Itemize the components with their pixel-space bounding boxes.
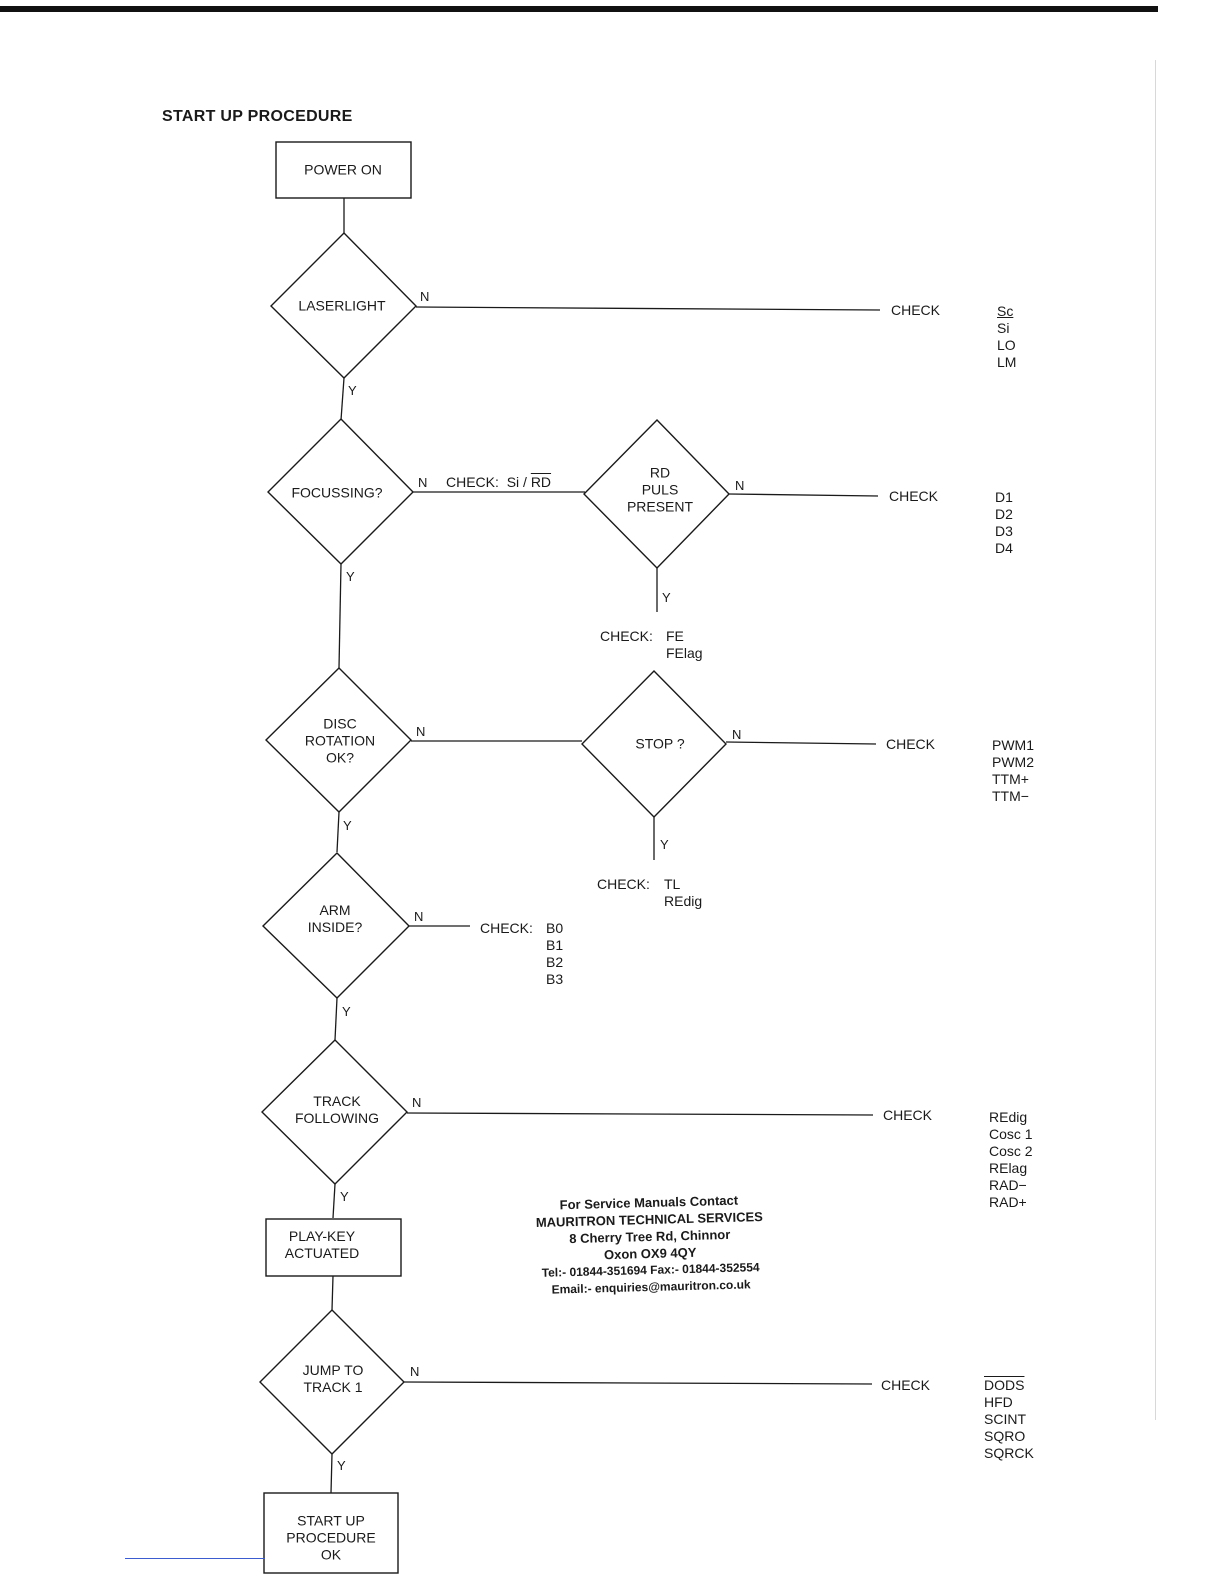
no-label: N	[735, 478, 745, 493]
contact-address: Oxon OX9 4QY	[603, 1244, 697, 1263]
rd-puls-line: RD	[649, 464, 671, 481]
contact-address: 8 Cherry Tree Rd, Chinnor	[569, 1226, 731, 1247]
check-item: B1	[546, 937, 564, 953]
check-item: Si	[997, 320, 1010, 336]
focus-check-separator: /	[523, 474, 527, 490]
stop-yes-check	[597, 876, 650, 892]
check-item: TTM−	[992, 788, 1029, 804]
connector-jump-no	[404, 1382, 872, 1384]
connector-jump-end	[331, 1454, 332, 1493]
check-label: CHECK	[881, 1377, 931, 1393]
check-item: TL	[664, 876, 681, 892]
jump-check-list	[984, 1377, 1034, 1462]
no-label: N	[420, 289, 430, 304]
play-key-line: ACTUATED	[284, 1245, 360, 1261]
check-item: Cosc 1	[989, 1126, 1033, 1142]
play-key-line: PLAY-KEY	[288, 1228, 356, 1244]
start-ok-label	[286, 1513, 375, 1564]
track-check-list	[989, 1109, 1033, 1211]
rd-yes-check	[600, 628, 653, 644]
focus-check-overbar-signal: $\overline{RD}$	[530, 474, 552, 490]
arm-inside-line: INSIDE?	[307, 919, 363, 935]
connector-laser-no	[416, 307, 880, 310]
jump-track-line: JUMP TO	[302, 1362, 364, 1378]
check-item: RAD−	[989, 1177, 1027, 1193]
check-item: DODS	[984, 1377, 1025, 1393]
check-item: RAD+	[989, 1194, 1027, 1210]
check-item: PWM1	[992, 737, 1034, 753]
yes-label: Y	[343, 818, 352, 833]
page-title: START UP PROCEDURE	[162, 108, 353, 125]
no-label: N	[416, 724, 426, 739]
focus-check-label	[446, 474, 551, 490]
disc-rotation-line: DISC	[323, 715, 357, 732]
yes-label: Y	[660, 837, 669, 852]
check-item: PWM2	[992, 754, 1034, 770]
connector-stop-no	[726, 742, 876, 744]
focus-check-signal: Si	[506, 474, 520, 490]
check-label: CHECK	[886, 736, 936, 752]
connector-play-jump	[332, 1276, 333, 1310]
stop-check-list	[992, 737, 1034, 805]
jump-track-line: TRACK 1	[303, 1379, 363, 1395]
stop-text: STOP ?	[635, 735, 685, 752]
arm-check	[480, 920, 533, 936]
check-label: CHECK	[883, 1107, 933, 1123]
track-following-line: TRACK	[313, 1093, 361, 1109]
yes-label: Y	[662, 590, 671, 605]
arm-inside-label	[308, 902, 362, 936]
check-label: CHECK	[891, 302, 941, 318]
check-prefix: CHECK:	[480, 920, 533, 936]
check-item: SQRCK	[984, 1445, 1034, 1461]
check-item: SQRO	[984, 1428, 1026, 1444]
yes-label: Y	[342, 1004, 351, 1019]
rd-puls-line: PULS	[641, 481, 679, 498]
yes-label: Y	[340, 1189, 349, 1204]
check-item: D2	[995, 506, 1013, 522]
service-contact-stamp	[535, 1191, 765, 1299]
laser-check-list	[997, 303, 1016, 371]
focussing-text: FOCUSSING?	[291, 484, 383, 501]
track-following-label	[295, 1093, 379, 1127]
check-item: Sc	[997, 303, 1014, 319]
connector-arm-track	[335, 998, 337, 1040]
connector-track-no	[407, 1113, 873, 1115]
check-item: D4	[995, 540, 1013, 556]
contact-line: For Service Manuals Contact	[559, 1192, 739, 1213]
play-key-label	[285, 1228, 359, 1262]
check-item: SCINT	[984, 1411, 1026, 1427]
check-item: HFD	[984, 1394, 1013, 1410]
check-item: Cosc 2	[989, 1143, 1033, 1159]
check-item: B0	[546, 920, 564, 936]
disc-rotation-line: OK?	[325, 749, 355, 766]
arm-inside-line: ARM	[319, 902, 351, 918]
contact-company: MAURITRON TECHNICAL SERVICES	[535, 1209, 764, 1230]
laserlight-text: LASERLIGHT	[298, 297, 386, 314]
stop-label	[635, 736, 684, 753]
check-item: FElag	[666, 645, 703, 661]
start-ok-line: PROCEDURE	[286, 1529, 376, 1546]
check-prefix: CHECK:	[446, 474, 499, 490]
connector-disc-arm	[337, 812, 339, 852]
arm-check-list	[546, 920, 563, 988]
rd-puls-label	[627, 465, 693, 516]
focussing-label	[291, 485, 382, 502]
check-item: B3	[546, 971, 564, 987]
disc-rotation-label	[305, 716, 375, 767]
no-label: N	[732, 727, 742, 742]
check-label: CHECK	[889, 488, 939, 504]
laserlight-label	[298, 298, 385, 315]
connector-laser-focus	[341, 378, 344, 420]
no-label: N	[410, 1364, 420, 1379]
rd-puls-line: PRESENT	[626, 498, 694, 515]
power-on-label	[304, 162, 382, 179]
connector-rd-no	[729, 494, 878, 496]
contact-phone: Tel:- 01844-351694 Fax:- 01844-352554	[541, 1260, 760, 1280]
track-following-line: FOLLOWING	[294, 1110, 380, 1126]
no-label: N	[418, 475, 428, 490]
check-item: REdig	[664, 893, 703, 909]
no-label: N	[412, 1095, 422, 1110]
connector-focus-disc	[339, 564, 341, 668]
check-item: LM	[997, 354, 1017, 370]
check-item: B2	[546, 954, 564, 970]
start-ok-line: START UP	[297, 1512, 365, 1529]
check-item: REdig	[989, 1109, 1028, 1125]
contact-email: Email:- enquiries@mauritron.co.uk	[551, 1277, 751, 1297]
footer-rule	[125, 1558, 265, 1559]
check-prefix: CHECK:	[600, 628, 653, 644]
start-ok-line: OK	[320, 1546, 342, 1563]
check-item: D3	[995, 523, 1013, 539]
rd-yes-check-list	[666, 628, 703, 662]
check-item: RElag	[989, 1160, 1028, 1176]
no-label: N	[414, 909, 424, 924]
yes-label: Y	[337, 1458, 346, 1473]
yes-label: Y	[348, 383, 357, 398]
stop-yes-check-list	[664, 876, 702, 910]
check-prefix: CHECK:	[597, 876, 650, 892]
power-on-text: POWER ON	[304, 161, 382, 178]
check-item: TTM+	[992, 771, 1029, 787]
connector-track-play	[333, 1184, 335, 1218]
yes-label: Y	[346, 569, 355, 584]
jump-track-label	[303, 1362, 364, 1396]
rd-check-list	[995, 489, 1013, 557]
check-item: FE	[666, 628, 684, 644]
check-item: LO	[997, 337, 1016, 353]
check-item: D1	[995, 489, 1013, 505]
disc-rotation-line: ROTATION	[304, 732, 376, 749]
